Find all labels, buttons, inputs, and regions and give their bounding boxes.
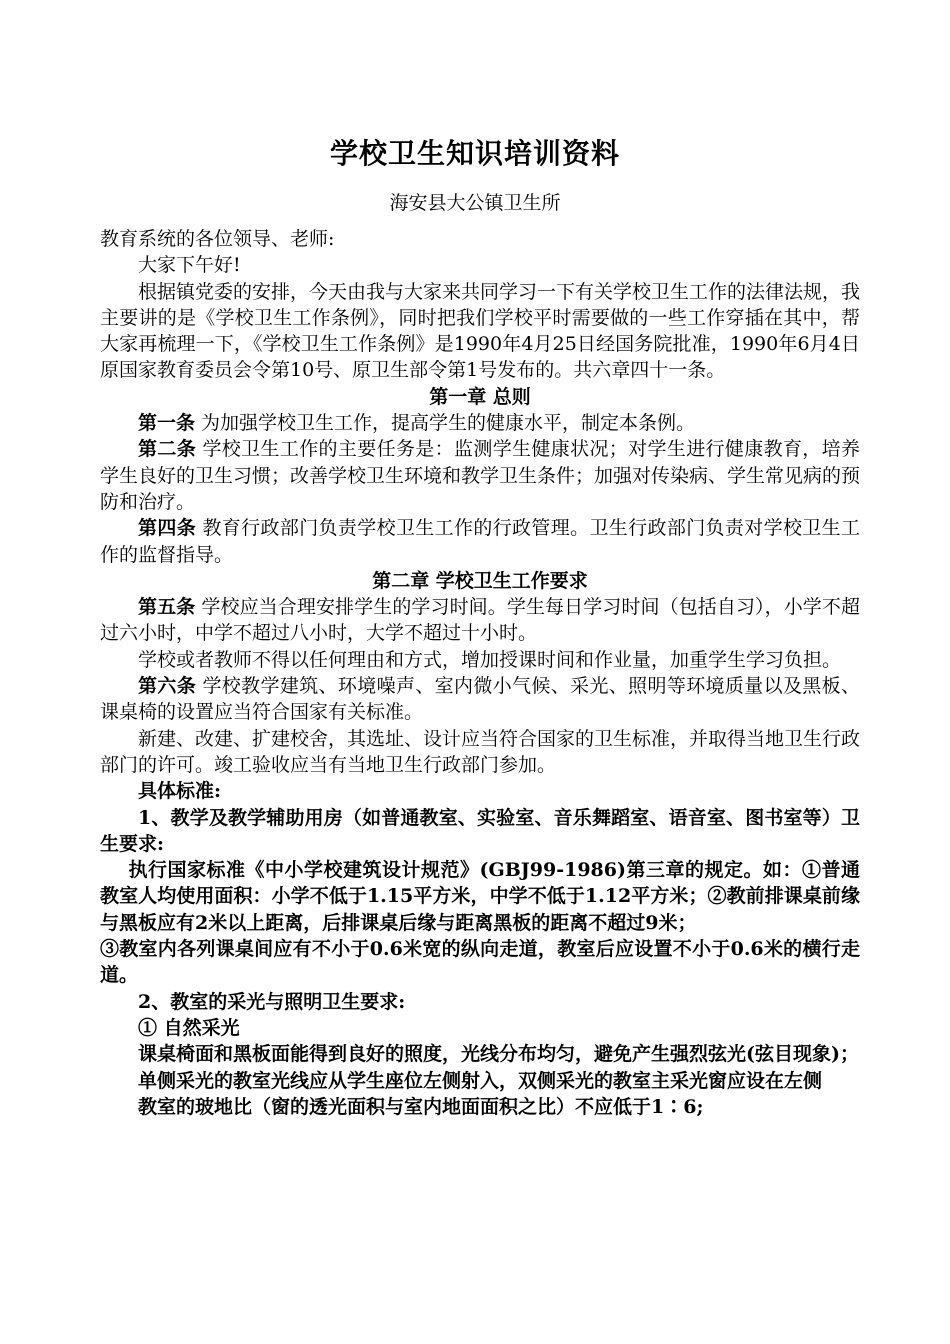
standard-2-heading: 2、教室的采光与照明卫生要求: <box>138 990 406 1013</box>
article-2 <box>100 436 860 515</box>
article-4 <box>100 515 860 568</box>
lighting-item-a: 课桌椅面和黑板面能得到良好的照度，光线分布均匀，避免产生强烈弦光(弦目现象)； <box>138 1043 859 1066</box>
document-title: 学校卫生知识培训资料 <box>329 137 620 170</box>
hello-line: 大家下午好! <box>138 254 241 277</box>
document-author: 海安县大公镇卫生所 <box>389 192 561 214</box>
standard-1-heading: 1、教学及教学辅助用房（如普通教室、实验室、音乐舞蹈室、语音室、图书室等）卫生要求: <box>100 806 860 855</box>
article-6 <box>100 673 860 726</box>
article-5-label: 第五条 <box>138 596 196 619</box>
natural-lighting-heading: ① 自然采光 <box>138 1016 240 1039</box>
article-2-text: 学校卫生工作的主要任务是：监测学生健康状况；对学生进行健康教育，培养学生良好的卫生习惯；改善学校卫生环境和教学卫生条件；加强对传染病、学生常见病的预防和治疗。 <box>100 438 861 513</box>
article-5-paragraph-2: 学校或者教师不得以任何理由和方式，增加授课时间和作业量，加重学生学习负担。 <box>138 648 842 671</box>
standard-1-text: 执行国家标准《中小学校建筑设计规范》(GBJ99-1986)第三章的规定。如：①普通教室人均使用面积：小学不低于1.15平方米，中学不低于1.12平方米；②教前排课桌前缘与黑板应有2米以上距离，后排课桌后缘与距离黑板的距离不超过9米； <box>100 859 860 934</box>
greeting: 教育系统的各位领导、老师: <box>100 228 335 250</box>
article-1 <box>100 410 860 436</box>
article-1-text: 为加强学校卫生工作，提高学生的健康水平，制定本条例。 <box>195 412 696 435</box>
lighting-item-c: 教室的玻地比（窗的透光面积与室内地面面积之比）不应低于1∶6; <box>138 1095 704 1118</box>
article-4-label: 第四条 <box>138 517 197 540</box>
standard-1-text-2: ③教室内各列课桌间应有不小于0.6米宽的纵向走道，教室后应设置不小于0.6米的横行走道。 <box>100 938 860 987</box>
chapter-2-heading: 第二章 学校卫生工作要求 <box>372 569 588 592</box>
article-5 <box>100 594 860 647</box>
article-6-text: 学校教学建筑、环境噪声、室内微小气候、采光、照明等环境质量以及黑板、课桌椅的设置应当符合国家有关标准。 <box>100 675 860 724</box>
document-body <box>100 226 860 1120</box>
article-6-label: 第六条 <box>138 675 197 698</box>
intro-paragraph: 根据镇党委的安排，今天由我与大家来共同学习一下有关学校卫生工作的法律法规，我主要讲的是《学校卫生工作条例》，同时把我们学校平时需要做的一些工作穿插在其中，帮大家再梳理一下，《学校卫生工作条例》是1990年4月25日经国务院批准，1990年6月4日原国家教育委员会令第10号、原卫生部令第1号发布的。共六章四十一条。 <box>100 280 861 382</box>
standards-heading: 具体标准: <box>138 780 222 803</box>
chapter-1-heading: 第一章 总则 <box>429 385 531 408</box>
article-1-label: 第一条 <box>138 412 196 435</box>
article-5-text: 学校应当合理安排学生的学习时间。学生每日学习时间（包括自习），小学不超过六小时，中学不超过八小时，大学不超过十小时。 <box>100 596 860 645</box>
article-6-paragraph-2: 新建、改建、扩建校舍，其选址、设计应当符合国家的卫生标准，并取得当地卫生行政部门的许可。竣工验收应当有当地卫生行政部门参加。 <box>100 727 861 776</box>
article-2-label: 第二条 <box>138 438 197 461</box>
lighting-item-b: 单侧采光的教室光线应从学生座位左侧射入，双侧采光的教室主采光窗应设在左侧 <box>138 1069 823 1092</box>
article-4-text: 教育行政部门负责学校卫生工作的行政管理。卫生行政部门负责对学校卫生工作的监督指导。 <box>100 517 860 566</box>
